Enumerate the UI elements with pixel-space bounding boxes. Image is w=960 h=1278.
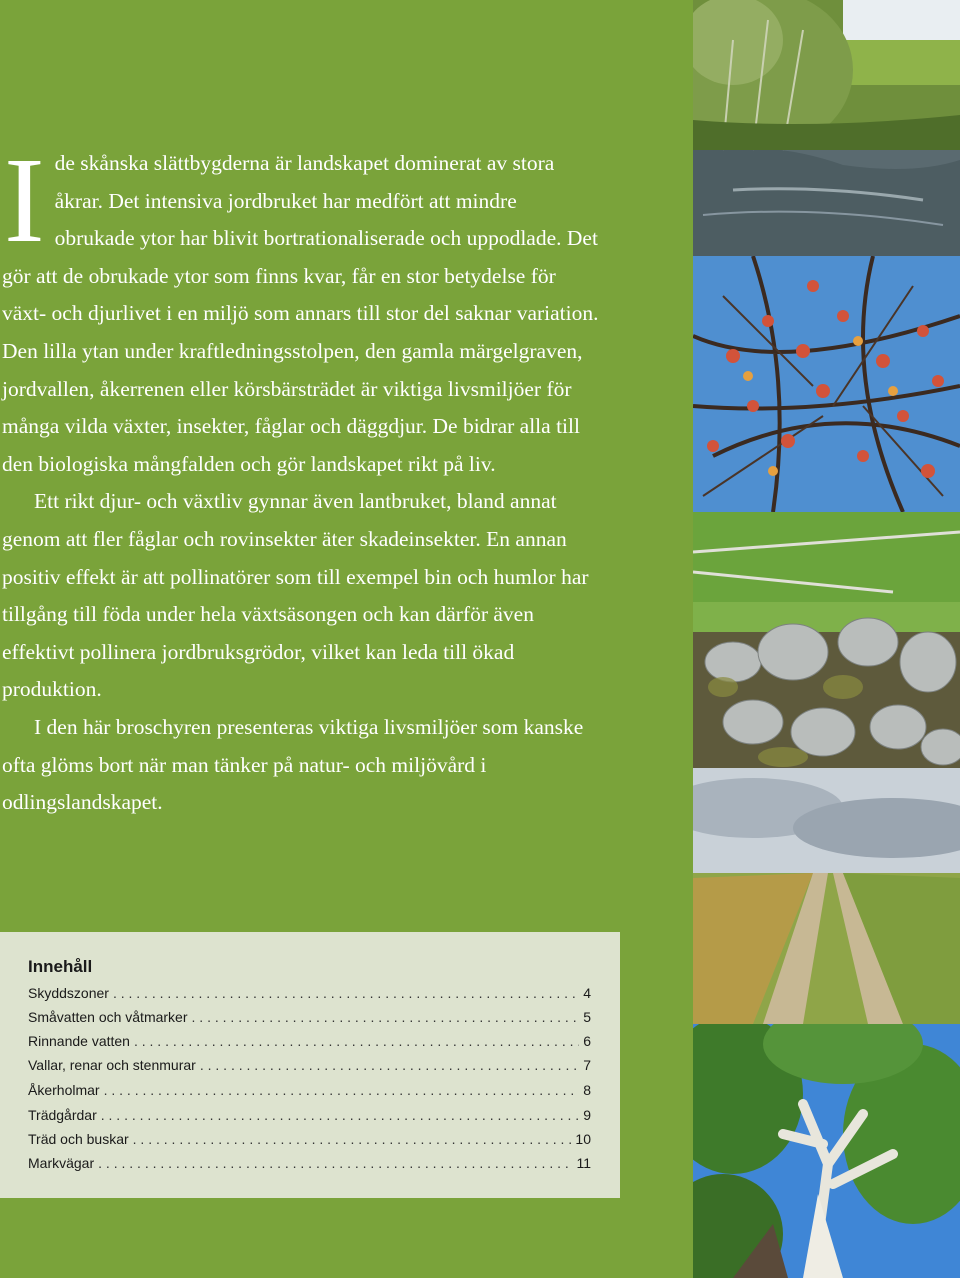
table-of-contents [0,932,620,1198]
toc-entry-label: Vallar, renar och stenmurar [28,1057,196,1073]
intro-text [2,133,602,822]
toc-entry-label: Rinnande vatten [28,1033,130,1049]
pond-photo [693,0,960,256]
toc-leader-dots [98,1155,572,1171]
toc-entry-label: Träd och buskar [28,1131,129,1147]
toc-leader-dots [133,1131,572,1147]
apple-tree-photo [693,256,960,512]
intro-paragraph-1-text: de skånska slättbygderna är landskapet dominerat av stora åkrar. Det intensiva jordbruket har medfört att mindre obrukade ytor har blivit bortrationaliserade och uppodlade. Det gör att de obrukade ytor som finns kvar, får en stor betydelse för växt- och djurlivet i en miljö som annars till stor del saknar variation. Den lilla ytan under kraftledningsstolpen, den gamla märgelgraven, jordvallen, åkerrenen eller körsbärsträdet är viktiga livsmiljöer för många vilda växter, insekter, fåglar och däggdjur. De bidrar alla till den biologiska mångfalden och gör landskapet rikt på liv. [2,151,599,476]
toc-leader-dots [192,1009,580,1025]
toc-entry-page: 10 [575,1131,591,1147]
toc-leader-dots [104,1082,580,1098]
toc-entry-label: Trädgårdar [28,1107,97,1123]
toc-entry-label: Åkerholmar [28,1082,100,1098]
toc-entry[interactable] [28,985,591,1009]
old-tree-photo [693,1024,960,1278]
toc-entry[interactable] [28,1082,591,1106]
toc-entry-page: 6 [583,1033,591,1049]
toc-leader-dots [101,1107,579,1123]
toc-leader-dots [200,1057,579,1073]
intro-paragraph-1 [2,133,602,483]
intro-paragraph-2: Ett rikt djur- och växtliv gynnar även lantbruket, bland annat genom att fler fåglar och rovinsekter äter skadeinsekter. En annan positiv effekt är att pollinatörer som till exempel bin och humlor har tillgång till föda under hela växtsäsongen och kan därför även effektivt pollinera jordbruksgrödor, vilket kan leda till ökad produktion. [2,489,589,702]
toc-entry[interactable] [28,1107,591,1131]
toc-entry[interactable] [28,1033,591,1057]
toc-entry-label: Markvägar [28,1155,95,1171]
toc-leader-dots [113,985,579,1001]
toc-entry-page: 5 [583,1009,591,1025]
toc-entry-page: 8 [583,1082,591,1098]
toc-entry[interactable] [28,1009,591,1033]
toc-entry-label: Skyddszoner [28,985,109,1001]
toc-entry-page: 4 [583,985,591,1001]
toc-leader-dots [134,1033,579,1049]
intro-paragraph-3: I den här broschyren presenteras viktiga livsmiljöer som kanske ofta glöms bort när man tänker på natur- och miljövård i odlingslandskapet. [2,714,584,815]
photo-strip [693,0,960,1278]
toc-entry[interactable] [28,1131,591,1155]
toc-entry-page: 9 [583,1107,591,1123]
toc-entry[interactable] [28,1155,591,1179]
toc-title: Innehåll [28,957,93,976]
toc-entry-page: 11 [576,1155,591,1171]
drop-cap: I [4,133,45,268]
toc-entry-page: 7 [583,1057,591,1073]
field-road-photo [693,768,960,1024]
toc-entry[interactable] [28,1057,591,1081]
stone-wall-photo [693,512,960,768]
toc-entry-label: Småvatten och våtmarker [28,1009,188,1025]
